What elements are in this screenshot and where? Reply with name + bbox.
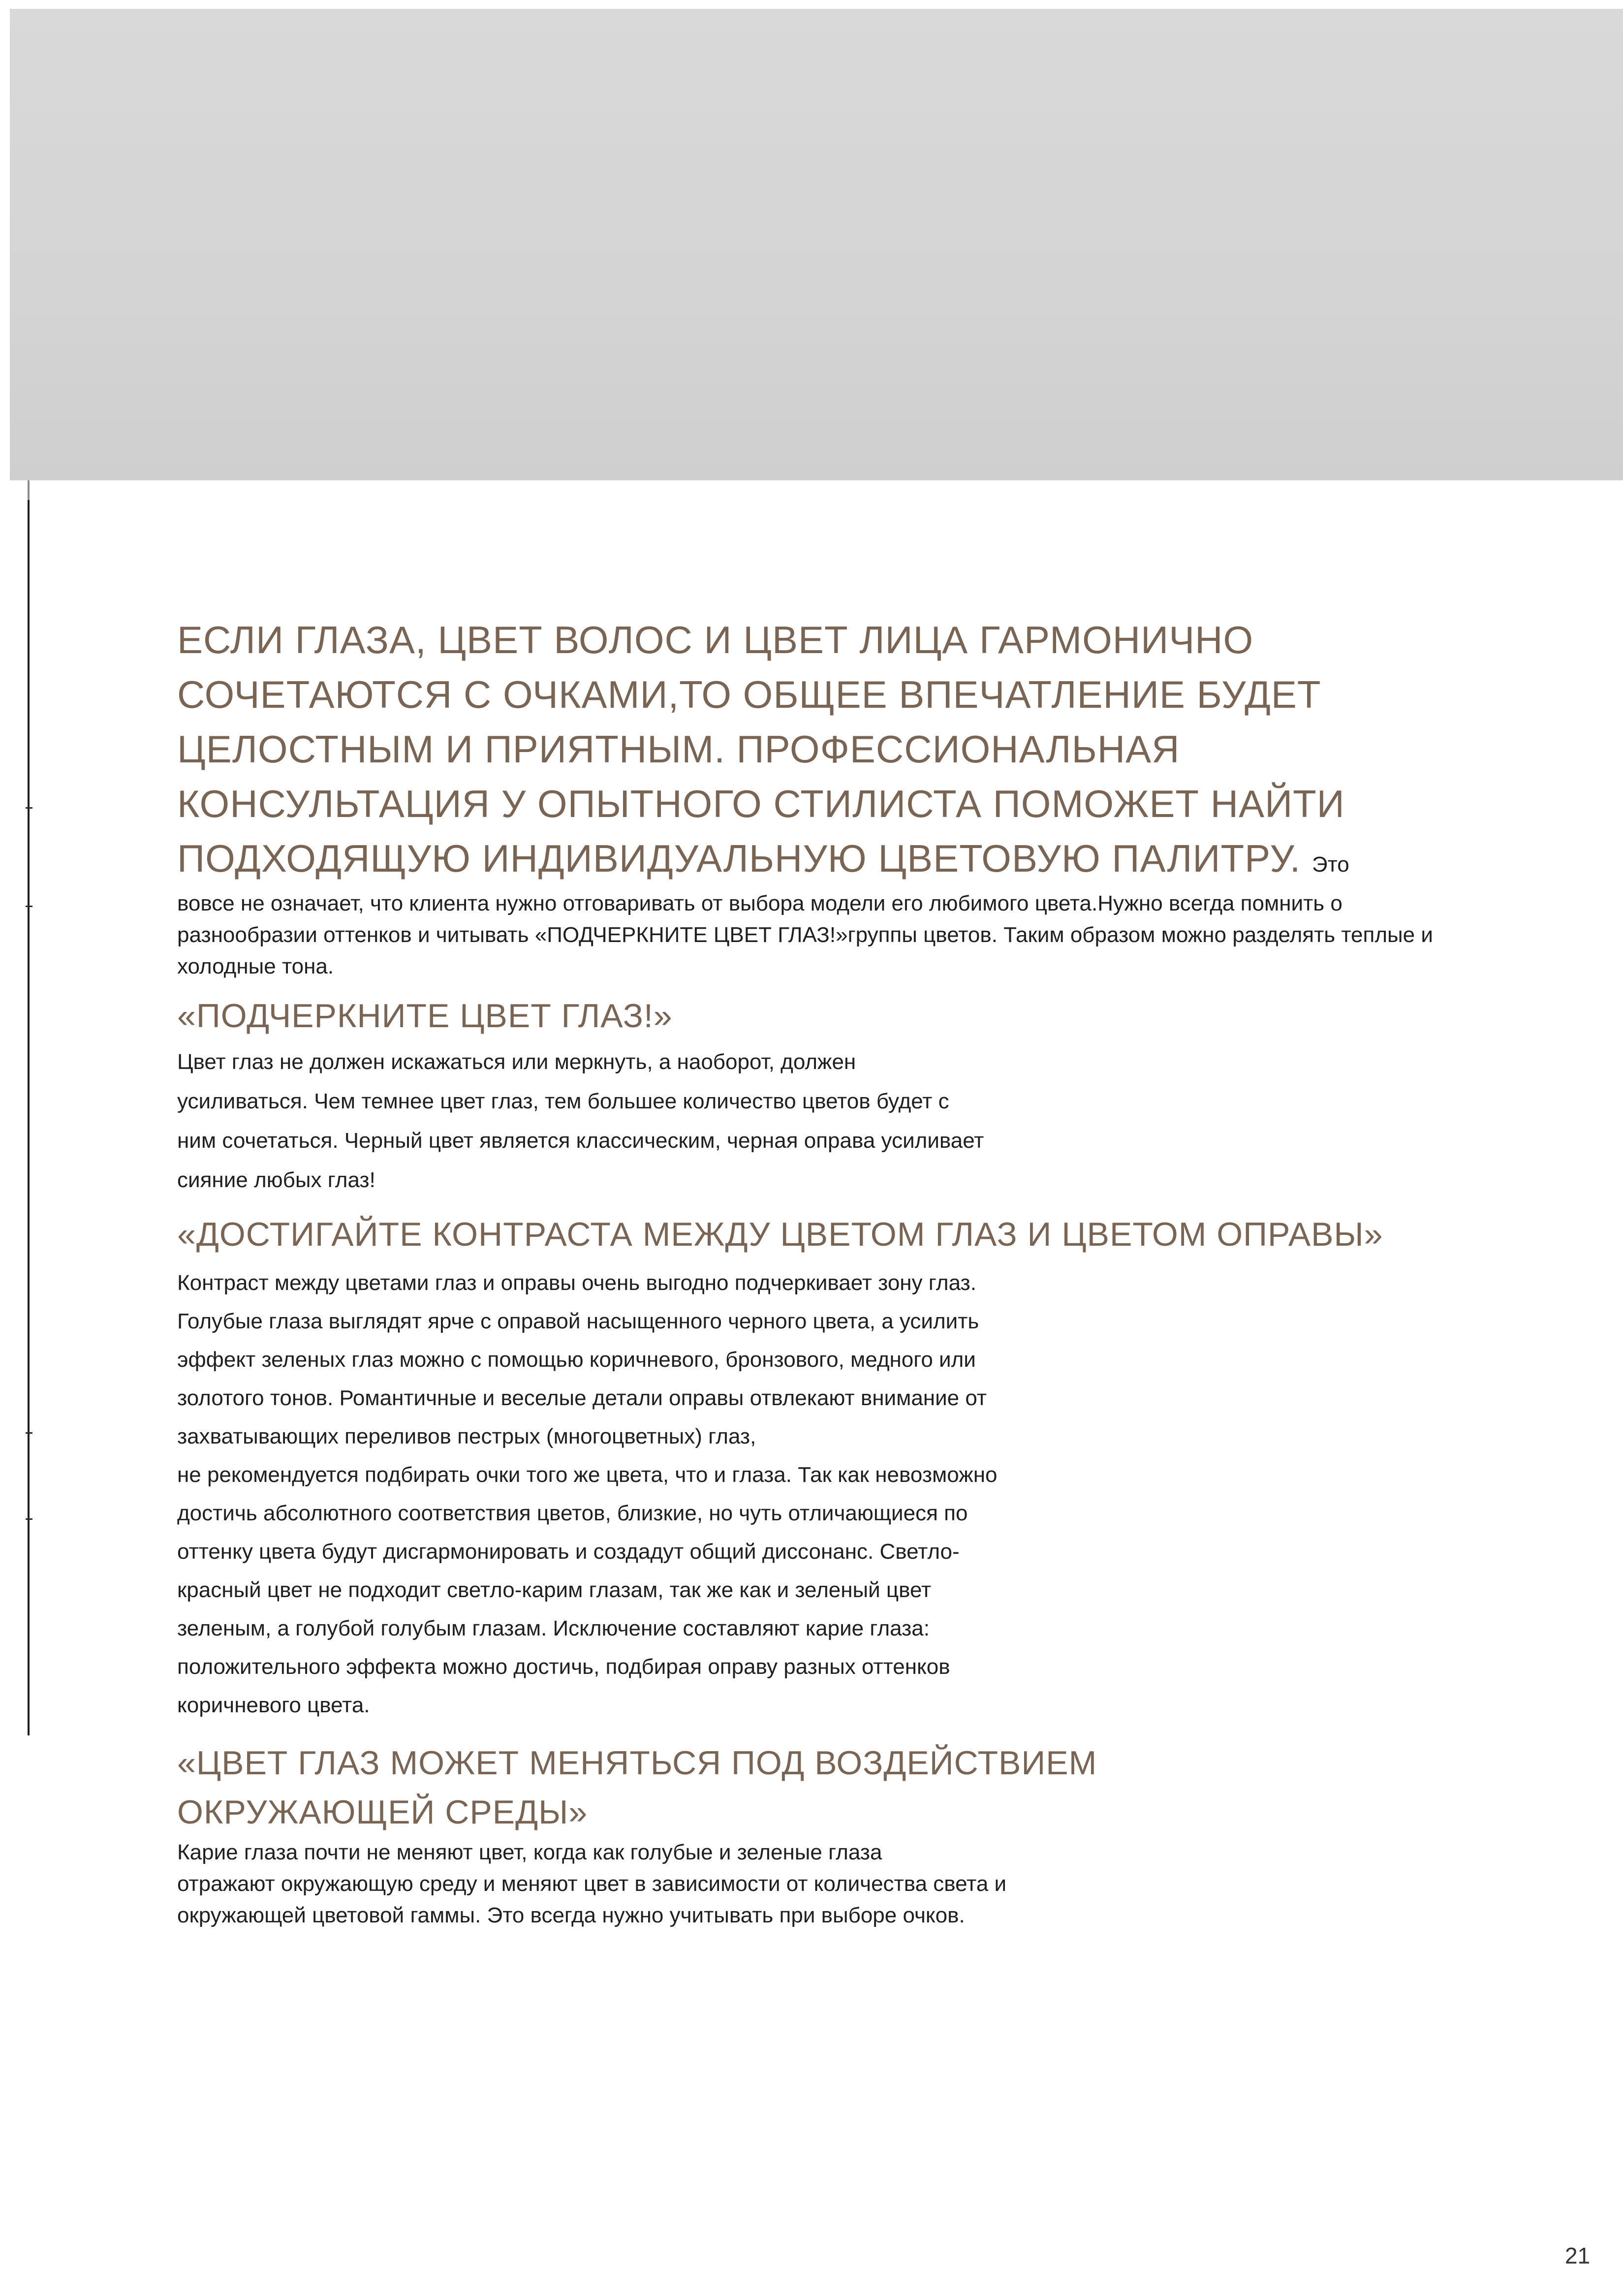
lead-continuation: вовсе не означает, что клиента нужно отговаривать от выбора модели его любимого цвета.Нужно всегда помнить о разнообразии оттенков и читывать «ПОДЧЕРКНИТЕ ЦВЕТ ГЛАЗ!»группы цветов. Таким образом можно разделять теплые и холодные тона.: [177, 891, 1433, 978]
section-heading-emphasize-eye-color: «ПОДЧЕРКНИТЕ ЦВЕТ ГЛАЗ!»: [177, 997, 673, 1035]
binding-mark: [26, 906, 32, 907]
binding-edge-line: [28, 480, 30, 1735]
lead-tail-word: Это: [1311, 852, 1349, 877]
section-text-environment: Карие глаза почти не меняют цвет, когда как голубые и зеленые глаза отражают окружающую среду и меняют цвет в зависимости от количества света и окружающей цветовой гаммы. Это всегда нужно учитывать при выборе очков.: [177, 1840, 1007, 1927]
binding-mark: [26, 1432, 32, 1434]
binding-mark: [26, 807, 32, 809]
section-heading-environment: «ЦВЕТ ГЛАЗ МОЖЕТ МЕНЯТЬСЯ ПОД ВОЗДЕЙСТВИЕМ ОКРУЖАЮЩЕЙ СРЕДЫ»: [177, 1744, 1097, 1831]
binding-mark: [26, 1518, 32, 1520]
lead-caps-text: ЕСЛИ ГЛАЗА, ЦВЕТ ВОЛОС И ЦВЕТ ЛИЦА ГАРМОНИЧНО СОЧЕТАЮТСЯ С ОЧКАМИ,ТО ОБЩЕЕ ВПЕЧАТЛЕНИЕ БУДЕТ ЦЕЛОСТНЫМ И ПРИЯТНЫМ. ПРОФЕССИОНАЛЬНАЯ КОНСУЛЬТАЦИЯ У ОПЫТНОГО СТИЛИСТА ПОМОЖЕТ НАЙТИ ПОДХОДЯЩУЮ ИНДИВИДУАЛЬНУЮ ЦВЕТОВУЮ ПАЛИТРУ.: [177, 618, 1345, 880]
section-text-contrast: Контраст между цветами глаз и оправы очень выгодно подчеркивает зону глаз. Голубые глаза выглядят ярче с оправой насыщенного черного цвета, а усилить эффект зеленых глаз можно с помощью коричневого, бронзового, медного или золотого тонов. Романтичные и веселые детали оправы отвлекают внимание от захватывающих переливов пестрых (многоцветных) глаз, не рекомендуется подбирать очки того же цвета, что и глаза. Так как невозможно достичь абсолютного соответствия цветов, близкие, но чуть отличающиеся по оттенку цвета будут дисгармонировать и создадут общий диссонанс. Светло- красный цвет не подходит светло-карим глазам, так же как и зеленый цвет зеленым, а голубой голубым глазам. Исключение составляют карие глаза: положительного эффекта можно достичь, подбирая оправу разных оттенков коричневого цвета.: [177, 1271, 998, 1717]
page-number: 21: [1565, 2243, 1591, 2268]
article-body: [177, 613, 1467, 1931]
section-text-emphasize-eye-color: Цвет глаз не должен искажаться или меркнуть, а наоборот, должен усиливаться. Чем темнее цвет глаз, тем большее количество цветов будет с ним сочетаться. Черный цвет является классическим, черная оправа усиливает сияние любых глаз!: [177, 1050, 984, 1192]
binding-edge-line-top: [28, 480, 30, 500]
top-gray-band: [10, 9, 1623, 480]
lead-paragraph: [177, 613, 1467, 892]
section-heading-contrast: «ДОСТИГАЙТЕ КОНТРАСТА МЕЖДУ ЦВЕТОМ ГЛАЗ И ЦВЕТОМ ОПРАВЫ»: [177, 1216, 1383, 1253]
